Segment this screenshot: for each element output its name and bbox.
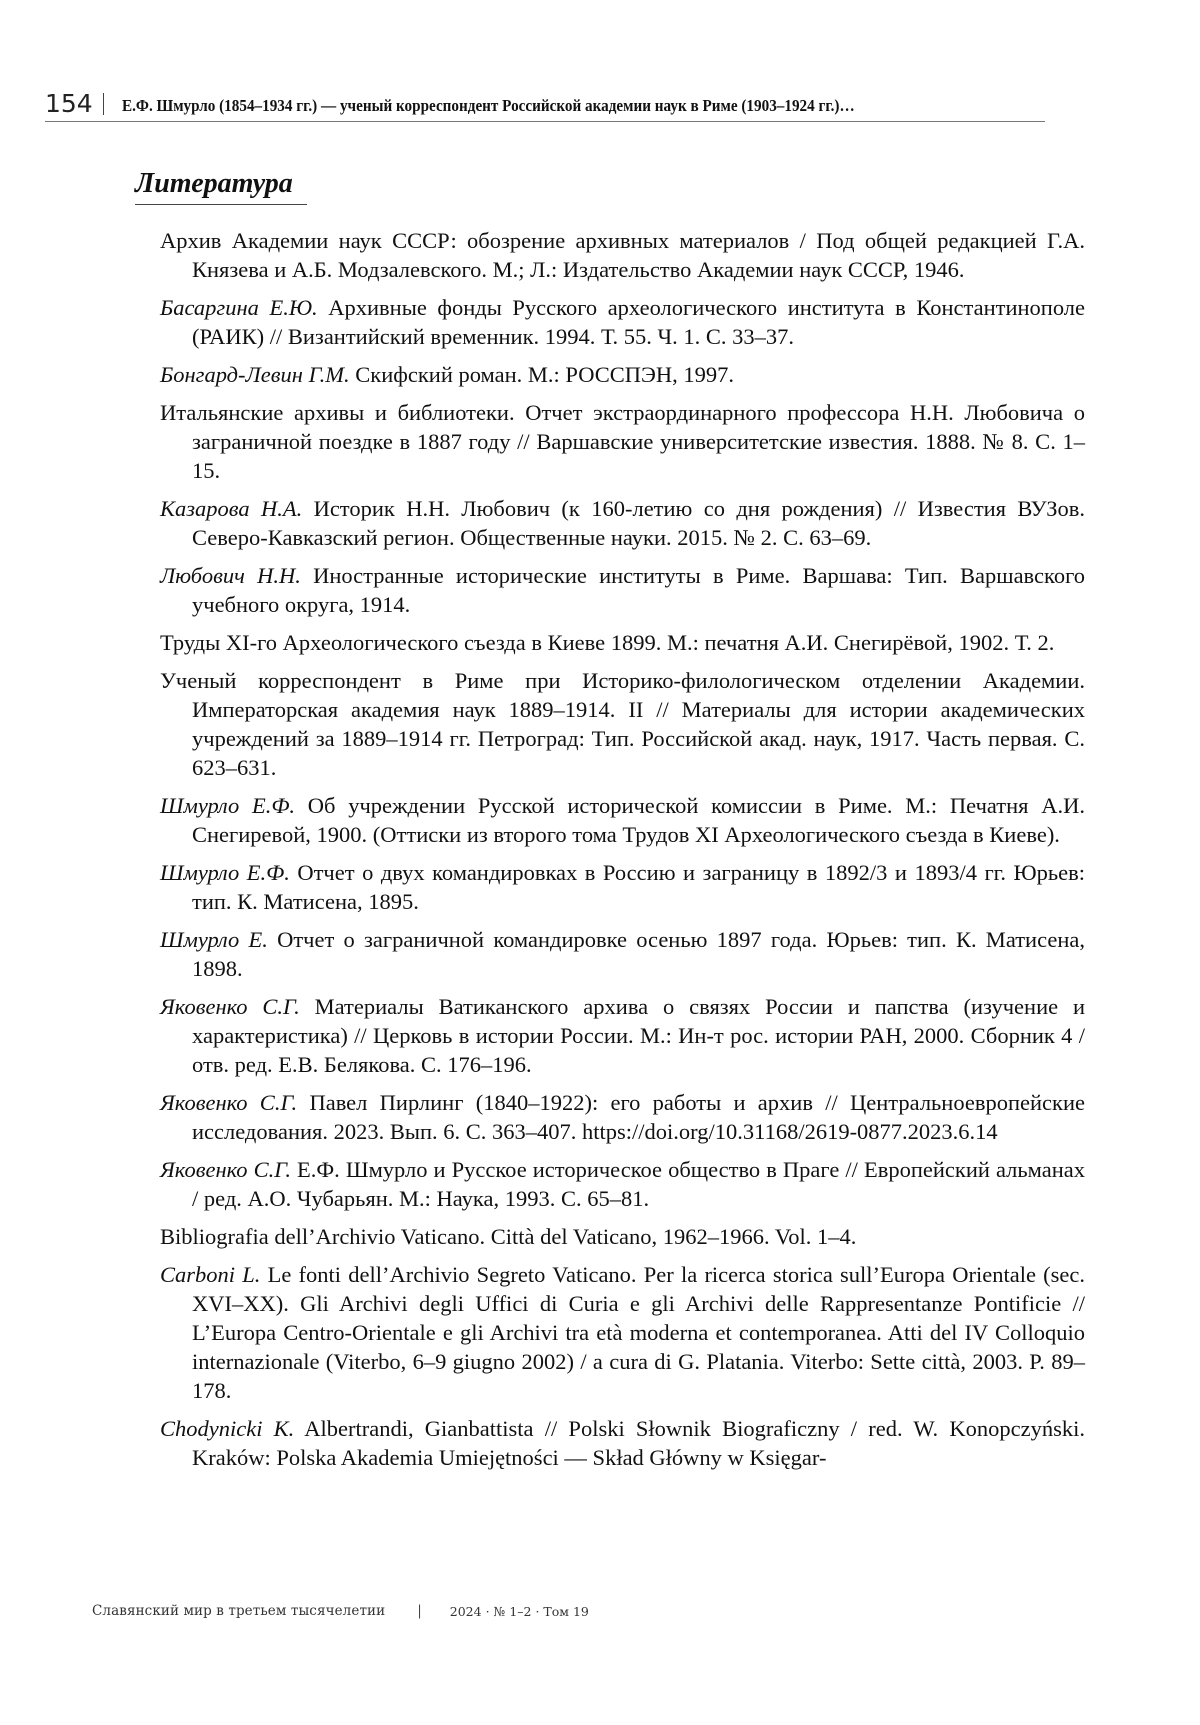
reference-author: Яковенко С.Г. (160, 1157, 291, 1182)
reference-author: Chodynicki K. (160, 1416, 295, 1441)
reference-text: Bibliografia dell’Archivio Vaticano. Città del Vaticano, 1962–1966. Vol. 1–4. (160, 1224, 857, 1249)
reference-author: Бонгард-Левин Г.М. (160, 362, 350, 387)
reference-author: Carboni L. (160, 1262, 261, 1287)
reference-item (160, 293, 1085, 351)
reference-text: Труды XI-го Археологического съезда в Киеве 1899. М.: печатня А.И. Снегирёвой, 1902. Т. 2. (160, 630, 1055, 655)
reference-text: Павел Пирлинг (1840–1922): его работы и архив // Центральноевропейские исследования. 2023. Вып. 6. С. 363–407. https://doi.org/10.31168/2619-0877.2023.6.14 (192, 1090, 1086, 1144)
journal-title: Славянский мир в третьем тысячелетии (92, 1603, 386, 1619)
reference-item (160, 398, 1085, 485)
reference-text: Об учреждении Русской исторической комиссии в Риме. М.: Печатня А.И. Снегиревой, 1900. (Оттиски из второго тома Трудов XI Археологического съезда в Киеве). (192, 793, 1085, 847)
reference-text: Архивные фонды Русского археологического института в Константинополе (РАИК) // Византийский временник. 1994. Т. 55. Ч. 1. С. 33–37. (192, 295, 1085, 349)
reference-text: Albertrandi, Gianbattista // Polski Słownik Biograficzny / red. W. Konopczyński. Kraków: Polska Akademia Umiejętności — Skład Główny w Księgar- (192, 1416, 1085, 1470)
reference-author: Яковенко С.Г. (160, 1090, 298, 1115)
running-title: Е.Ф. Шмурло (1854–1934 гг.) — ученый корреспондент Российской академии наук в Риме (1903–1924 гг.)… (122, 96, 855, 115)
reference-item (160, 226, 1085, 284)
reference-item (160, 1260, 1085, 1405)
reference-author: Любович Н.Н. (160, 563, 301, 588)
reference-text: Итальянские архивы и библиотеки. Отчет экстраординарного профессора Н.Н. Любовича о заграничной поездке в 1887 году // Варшавские университетские известия. 1888. № 8. С. 1–15. (160, 400, 1085, 483)
reference-item (160, 1414, 1085, 1472)
reference-item (160, 494, 1085, 552)
reference-text: Иностранные исторические институты в Риме. Варшава: Тип. Варшавского учебного округа, 1914. (192, 563, 1085, 617)
reference-item (160, 858, 1085, 916)
reference-item (160, 360, 1085, 389)
reference-item (160, 628, 1085, 657)
reference-text: Отчет о двух командировках в Россию и заграницу в 1892/3 и 1893/4 гг. Юрьев: тип. К. Матисена, 1895. (192, 860, 1085, 914)
reference-text: Материалы Ватиканского архива о связях России и папства (изучение и характеристика) // Церковь в истории России. М.: Ин-т рос. истории РАН, 2000. Сборник 4 / отв. ред. Е.В. Белякова. С. 176–196. (192, 994, 1086, 1077)
issue-info: 2024 · № 1–2 · Том 19 (449, 1603, 589, 1619)
reference-text: Историк Н.Н. Любович (к 160-летию со дня рождения) // Известия ВУЗов. Северо-Кавказский регион. Общественные науки. 2015. № 2. С. 63–69. (192, 496, 1085, 550)
reference-item (160, 925, 1085, 983)
footer-divider: | (417, 1603, 422, 1619)
reference-author: Шмурло Е. (160, 927, 268, 952)
section-title: Литература (135, 167, 307, 205)
reference-item (160, 1088, 1085, 1146)
reference-item (160, 1155, 1085, 1213)
reference-item (160, 992, 1085, 1079)
reference-text: Е.Ф. Шмурло и Русское историческое общество в Праге // Европейский альманах / ред. А.О. Чубарьян. М.: Наука, 1993. С. 65–81. (192, 1157, 1085, 1211)
page-number: 154 (45, 89, 93, 118)
reference-text: Архив Академии наук СССР: обозрение архивных материалов / Под общей редакцией Г.А. Князева и А.Б. Модзалевского. М.; Л.: Издательство Академии наук СССР, 1946. (160, 228, 1085, 282)
reference-item (160, 1222, 1085, 1251)
reference-text: Скифский роман. М.: РОССПЭН, 1997. (349, 362, 734, 387)
reference-item (160, 561, 1085, 619)
page-footer (92, 1603, 992, 1619)
header-divider (103, 93, 104, 115)
reference-author: Шмурло Е.Ф. (160, 860, 290, 885)
reference-author: Шмурло Е.Ф. (160, 793, 296, 818)
reference-author: Яковенко С.Г. (160, 994, 300, 1019)
page-header (45, 85, 1045, 122)
reference-item (160, 666, 1085, 782)
reference-text: Ученый корреспондент в Риме при Историко-филологическом отделении Академии. Императорская академия наук 1889–1914. II // Материалы для истории академических учреждений за 1889–1914 гг. Петроград: Тип. Российской акад. наук, 1917. Часть первая. С. 623–631. (160, 668, 1085, 780)
reference-author: Басаргина Е.Ю. (160, 295, 318, 320)
reference-list (160, 226, 1085, 1481)
reference-author: Казарова Н.А. (160, 496, 303, 521)
reference-text: Le fonti dell’Archivio Segreto Vaticano. Per la ricerca storica sull’Europa Orientale (sec. XVI–XX). Gli Archivi degli Uffici di Curia e gli Archivi delle Rappresentanze Pontificie // L’Europa Centro-Orientale e gli Archivi tra età moderna et contemporanea. Atti del IV Colloquio internazionale (Viterbo, 6–9 giugno 2002) / a cura di G. Platania. Viterbo: Sette città, 2003. P. 89–178. (192, 1262, 1085, 1403)
reference-item (160, 791, 1085, 849)
reference-text: Отчет о заграничной командировке осенью 1897 года. Юрьев: тип. К. Матисена, 1898. (192, 927, 1085, 981)
